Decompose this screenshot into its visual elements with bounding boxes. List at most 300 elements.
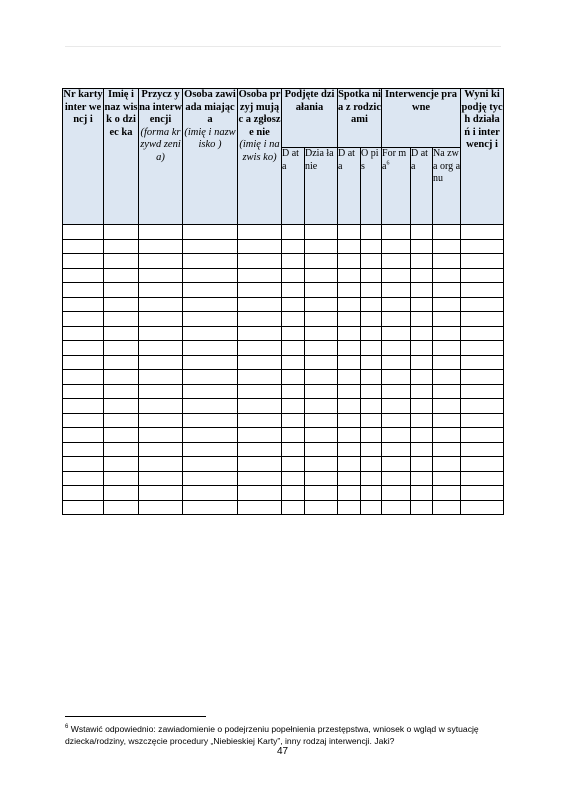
table-cell <box>433 442 461 457</box>
table-cell <box>63 254 104 269</box>
table-cell <box>433 370 461 385</box>
table-cell <box>338 326 361 341</box>
column-label: Przycz yna interw encji <box>139 89 182 125</box>
table-cell <box>382 225 411 240</box>
table-cell <box>238 326 282 341</box>
table-cell <box>338 239 361 254</box>
table-cell <box>183 283 238 298</box>
table-cell <box>139 471 183 486</box>
table-cell <box>305 457 338 472</box>
table-cell <box>282 283 305 298</box>
table-cell <box>411 268 433 283</box>
column-label: Imię i naz wisk o dziec ka <box>104 89 138 138</box>
table-cell <box>104 312 139 327</box>
table-cell <box>282 384 305 399</box>
table-cell <box>139 254 183 269</box>
table-cell <box>411 341 433 356</box>
column-header-wyniki <box>461 89 504 225</box>
column-header-spotkania <box>338 89 382 148</box>
table-cell <box>104 370 139 385</box>
column-hint: (forma krzywd zenia) <box>140 126 181 163</box>
table-cell <box>411 254 433 269</box>
table-cell <box>183 225 238 240</box>
table-cell <box>282 500 305 515</box>
table-cell <box>104 254 139 269</box>
table-cell <box>461 254 504 269</box>
table-cell <box>433 486 461 501</box>
table-cell <box>238 428 282 443</box>
table-cell <box>305 428 338 443</box>
table-cell <box>411 283 433 298</box>
table-cell <box>461 225 504 240</box>
table-cell <box>433 254 461 269</box>
column-header-imie-nazwisko <box>104 89 139 225</box>
table-cell <box>139 355 183 370</box>
table-cell <box>282 428 305 443</box>
table-cell <box>382 326 411 341</box>
table-cell <box>63 413 104 428</box>
table-cell <box>139 268 183 283</box>
table-cell <box>63 239 104 254</box>
column-label: Osoba przyj mując a zgłosze nie <box>238 89 281 138</box>
table-cell <box>382 268 411 283</box>
table-cell <box>104 225 139 240</box>
footnote-text: Wstawić odpowiednio: zawiadomienie o podejrzeniu popełnienia przestępstwa, wniosek o wgląd w sytuację dziecka/rodziny, wszczęcie procedury „Niebieskiej Karty”, inny rodzaj interwencji. Jaki? <box>65 723 479 746</box>
table-cell <box>411 239 433 254</box>
table-cell <box>139 239 183 254</box>
table-cell <box>104 283 139 298</box>
table-cell <box>382 355 411 370</box>
table-cell <box>382 283 411 298</box>
table-cell <box>461 268 504 283</box>
table-cell <box>282 370 305 385</box>
table-cell <box>183 326 238 341</box>
table-cell <box>183 370 238 385</box>
subheader-interwencje-nazwa-organu: Na zw a org anu <box>433 148 461 225</box>
table-cell <box>361 384 382 399</box>
table-cell <box>361 413 382 428</box>
table-cell <box>104 384 139 399</box>
table-cell <box>305 297 338 312</box>
table-cell <box>382 442 411 457</box>
table-cell <box>411 384 433 399</box>
table-cell <box>282 239 305 254</box>
table-body <box>63 225 504 515</box>
table-cell <box>361 370 382 385</box>
table-cell <box>238 268 282 283</box>
table-cell <box>305 471 338 486</box>
table-cell <box>461 399 504 414</box>
table-cell <box>183 399 238 414</box>
table-cell <box>238 471 282 486</box>
table-row <box>63 355 504 370</box>
table-cell <box>63 442 104 457</box>
table-cell <box>338 471 361 486</box>
table-cell <box>63 457 104 472</box>
table-cell <box>63 471 104 486</box>
table-cell <box>382 254 411 269</box>
table-cell <box>382 297 411 312</box>
table-cell <box>461 341 504 356</box>
table-cell <box>305 384 338 399</box>
column-hint: (imię i nazwisko ) <box>184 126 236 150</box>
table-cell <box>139 486 183 501</box>
table-cell <box>282 225 305 240</box>
table-cell <box>433 239 461 254</box>
table-cell <box>183 239 238 254</box>
table-cell <box>63 500 104 515</box>
table-cell <box>361 399 382 414</box>
table-cell <box>433 341 461 356</box>
page-number: 47 <box>276 746 289 757</box>
table-row <box>63 341 504 356</box>
table-row <box>63 384 504 399</box>
table-cell <box>461 457 504 472</box>
table-cell <box>282 312 305 327</box>
table-row <box>63 413 504 428</box>
table-cell <box>104 399 139 414</box>
table-row <box>63 500 504 515</box>
column-header-podjete-dzialania <box>282 89 338 148</box>
table-cell <box>411 225 433 240</box>
table-cell <box>282 413 305 428</box>
table-cell <box>433 283 461 298</box>
table-row <box>63 370 504 385</box>
table-cell <box>63 225 104 240</box>
table-cell <box>238 457 282 472</box>
table-cell <box>382 457 411 472</box>
table-cell <box>382 384 411 399</box>
table-cell <box>338 283 361 298</box>
table-cell <box>139 326 183 341</box>
table-row <box>63 254 504 269</box>
table-cell <box>104 239 139 254</box>
table-cell <box>338 312 361 327</box>
header-rule <box>65 46 501 47</box>
table-cell <box>361 297 382 312</box>
table-cell <box>361 326 382 341</box>
table-cell <box>104 297 139 312</box>
table-cell <box>139 283 183 298</box>
table-cell <box>305 283 338 298</box>
table-cell <box>361 428 382 443</box>
table-cell <box>338 500 361 515</box>
table-cell <box>63 326 104 341</box>
table-row <box>63 239 504 254</box>
table-cell <box>338 486 361 501</box>
table-row <box>63 442 504 457</box>
table-cell <box>282 471 305 486</box>
table-cell <box>382 471 411 486</box>
table-cell <box>305 370 338 385</box>
table-cell <box>282 297 305 312</box>
table-row <box>63 283 504 298</box>
table-cell <box>461 283 504 298</box>
table-cell <box>183 254 238 269</box>
table-cell <box>139 297 183 312</box>
column-header-nr-karty <box>63 89 104 225</box>
table-cell <box>238 297 282 312</box>
table-cell <box>338 355 361 370</box>
table-cell <box>361 268 382 283</box>
table-cell <box>183 268 238 283</box>
table-cell <box>461 384 504 399</box>
table-cell <box>104 471 139 486</box>
table-cell <box>282 442 305 457</box>
table-cell <box>361 341 382 356</box>
table-cell <box>461 239 504 254</box>
table-cell <box>238 341 282 356</box>
table-cell <box>361 254 382 269</box>
table-cell <box>361 471 382 486</box>
table-cell <box>63 283 104 298</box>
table-cell <box>338 225 361 240</box>
subheader-podjete-dzialanie: Dzia łanie <box>305 148 338 225</box>
table-cell <box>63 297 104 312</box>
table-cell <box>238 370 282 385</box>
table-cell <box>63 341 104 356</box>
footnote-mark: 6 <box>65 724 69 730</box>
table-cell <box>461 355 504 370</box>
table-cell <box>382 341 411 356</box>
table-cell <box>338 457 361 472</box>
column-label: Osoba zawiada miająca <box>184 89 236 125</box>
subheader-interwencje-data: D at a <box>411 148 433 225</box>
table-cell <box>139 384 183 399</box>
table-cell <box>433 312 461 327</box>
table-cell <box>305 355 338 370</box>
table-cell <box>338 297 361 312</box>
table-cell <box>183 384 238 399</box>
table-cell <box>305 399 338 414</box>
table-cell <box>305 268 338 283</box>
column-header-interwencje-prawne <box>382 89 461 148</box>
table-cell <box>238 384 282 399</box>
table-cell <box>338 442 361 457</box>
table-cell <box>238 442 282 457</box>
table-cell <box>305 239 338 254</box>
table-cell <box>461 312 504 327</box>
table-cell <box>361 500 382 515</box>
table-cell <box>382 500 411 515</box>
table-cell <box>238 239 282 254</box>
table-cell <box>104 500 139 515</box>
table-cell <box>139 370 183 385</box>
table-cell <box>63 268 104 283</box>
table-cell <box>282 326 305 341</box>
table-cell <box>238 399 282 414</box>
table-cell <box>282 254 305 269</box>
table-cell <box>433 326 461 341</box>
table-cell <box>63 355 104 370</box>
table-cell <box>361 486 382 501</box>
table-cell <box>183 471 238 486</box>
table-cell <box>282 355 305 370</box>
table-cell <box>382 370 411 385</box>
table-cell <box>361 225 382 240</box>
table-cell <box>382 312 411 327</box>
table-cell <box>63 384 104 399</box>
column-header-osoba-przyjmujaca <box>238 89 282 225</box>
table-cell <box>282 399 305 414</box>
table-cell <box>382 413 411 428</box>
column-label: Interwencje prawne <box>385 89 458 113</box>
table-cell <box>433 471 461 486</box>
table-cell <box>305 341 338 356</box>
table-row <box>63 457 504 472</box>
column-header-przyczyna <box>139 89 183 225</box>
table-cell <box>411 399 433 414</box>
table-cell <box>305 413 338 428</box>
subheader-spotkania-data: D at a <box>338 148 361 225</box>
footnote-separator <box>65 716 206 717</box>
table-cell <box>104 428 139 443</box>
table-cell <box>282 457 305 472</box>
table-cell <box>104 413 139 428</box>
table-cell <box>183 413 238 428</box>
column-label: Wyni ki podję tych działa ń i inter wencj i <box>461 89 503 150</box>
table-cell <box>238 500 282 515</box>
table-cell <box>411 413 433 428</box>
table-cell <box>411 370 433 385</box>
table-cell <box>433 268 461 283</box>
table-cell <box>282 341 305 356</box>
table-cell <box>305 486 338 501</box>
table-cell <box>338 254 361 269</box>
table-cell <box>305 312 338 327</box>
table-cell <box>461 486 504 501</box>
column-label: Nr karty inter wencj i <box>63 89 103 125</box>
table-cell <box>433 225 461 240</box>
table-cell <box>461 413 504 428</box>
table-row <box>63 428 504 443</box>
table-cell <box>382 486 411 501</box>
table-cell <box>139 225 183 240</box>
table-cell <box>183 428 238 443</box>
table-cell <box>305 442 338 457</box>
table-cell <box>183 297 238 312</box>
table-cell <box>361 442 382 457</box>
table-cell <box>411 471 433 486</box>
table-cell <box>382 428 411 443</box>
column-header-osoba-zawiadamiajaca <box>183 89 238 225</box>
table-cell <box>461 297 504 312</box>
table-cell <box>238 225 282 240</box>
table-cell <box>63 399 104 414</box>
footnote-reference: 6 <box>386 160 390 167</box>
table-row <box>63 268 504 283</box>
table-cell <box>183 312 238 327</box>
table-cell <box>139 312 183 327</box>
table-cell <box>104 442 139 457</box>
table-cell <box>183 500 238 515</box>
table-cell <box>338 370 361 385</box>
table-cell <box>183 442 238 457</box>
column-hint: (imię i nazwis ko) <box>239 139 280 163</box>
table-cell <box>461 370 504 385</box>
table-cell <box>433 457 461 472</box>
table-cell <box>433 384 461 399</box>
table-cell <box>338 399 361 414</box>
subheader-spotkania-opis: O pi s <box>361 148 382 225</box>
table-cell <box>104 341 139 356</box>
table-cell <box>433 413 461 428</box>
table-row <box>63 326 504 341</box>
column-label: Spotka nia z rodzic ami <box>338 89 381 125</box>
table-row <box>63 297 504 312</box>
table-cell <box>411 486 433 501</box>
subheader-label: For ma <box>382 148 407 172</box>
table-cell <box>338 268 361 283</box>
table-cell <box>282 268 305 283</box>
table-cell <box>139 428 183 443</box>
table-cell <box>361 457 382 472</box>
table-cell <box>104 355 139 370</box>
table-cell <box>139 413 183 428</box>
intervention-register-table <box>62 88 504 515</box>
table-row <box>63 225 504 240</box>
table-cell <box>104 486 139 501</box>
table-cell <box>282 486 305 501</box>
table-cell <box>305 254 338 269</box>
table-cell <box>139 442 183 457</box>
table-cell <box>183 486 238 501</box>
table-cell <box>338 413 361 428</box>
table-cell <box>338 341 361 356</box>
table-cell <box>104 268 139 283</box>
table-cell <box>338 384 361 399</box>
table-cell <box>183 341 238 356</box>
table-cell <box>338 428 361 443</box>
table-cell <box>238 355 282 370</box>
table-cell <box>411 297 433 312</box>
table-cell <box>411 457 433 472</box>
table-cell <box>433 500 461 515</box>
table-cell <box>382 399 411 414</box>
table-cell <box>63 428 104 443</box>
table-cell <box>411 428 433 443</box>
table-cell <box>461 500 504 515</box>
footnote <box>65 721 505 747</box>
table-cell <box>104 326 139 341</box>
table-cell <box>183 355 238 370</box>
table-cell <box>305 500 338 515</box>
table-row <box>63 486 504 501</box>
table-cell <box>411 326 433 341</box>
table-row <box>63 312 504 327</box>
table-cell <box>63 312 104 327</box>
table-cell <box>361 355 382 370</box>
table-cell <box>305 225 338 240</box>
subheader-interwencje-forma <box>382 148 411 225</box>
table-cell <box>305 326 338 341</box>
table-cell <box>361 239 382 254</box>
table-cell <box>139 500 183 515</box>
table-cell <box>139 341 183 356</box>
table-cell <box>238 283 282 298</box>
table-row <box>63 471 504 486</box>
column-label: Podjęte działania <box>284 89 335 113</box>
table-cell <box>433 428 461 443</box>
table-cell <box>183 457 238 472</box>
table-cell <box>238 486 282 501</box>
table-cell <box>411 312 433 327</box>
table-cell <box>361 283 382 298</box>
table-cell <box>433 355 461 370</box>
table-cell <box>461 442 504 457</box>
table-cell <box>238 413 282 428</box>
table-cell <box>411 500 433 515</box>
